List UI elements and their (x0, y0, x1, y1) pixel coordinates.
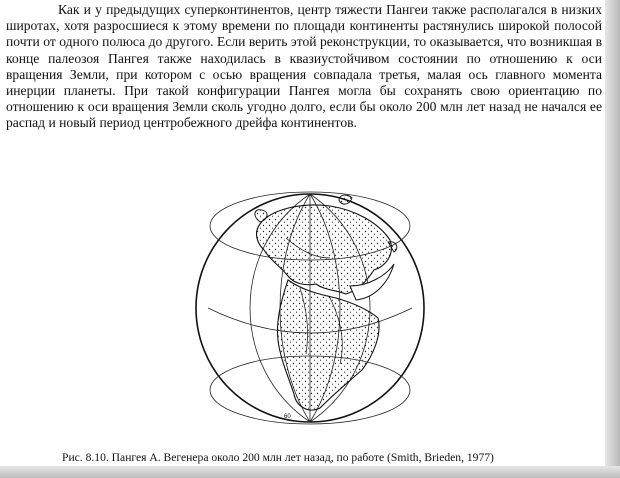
pangea-landmass (257, 205, 392, 410)
figure-caption: Рис. 8.10. Пангея А. Вегенера около 200 млн лет назад, по работе (Smith, Brieden, 1977) (62, 451, 494, 464)
pangea-globe-figure (190, 158, 430, 458)
scan-shadow-right (605, 0, 620, 478)
grid-label-60: 60 (284, 414, 291, 420)
scan-shadow-bottom (0, 466, 620, 478)
body-paragraph: Как и у предыдущих суперконтинентов, центр тяжести Пангеи также располагался в низких широтах, хотя разросшиеся к этому времени по площади континенты растянулись широкой полосой почти от одного полюса до другого. Если верить этой реконструкции, то оказывается, что возникшая в конце палеозоя Пангея также находилась в квазиустойчивом состоянии по отношению к оси вращения Земли, при котором с осью вращения совпадала третья, малая ось главного момента инерции планеты. При такой конфигурации Пангея могла бы сохранять свою ориентацию по отношению к оси вращения Земли сколь угодно долго, если бы около 200 млн лет назад не начался ее распад и новый период центробежного дрейфа континентов. (6, 2, 602, 131)
